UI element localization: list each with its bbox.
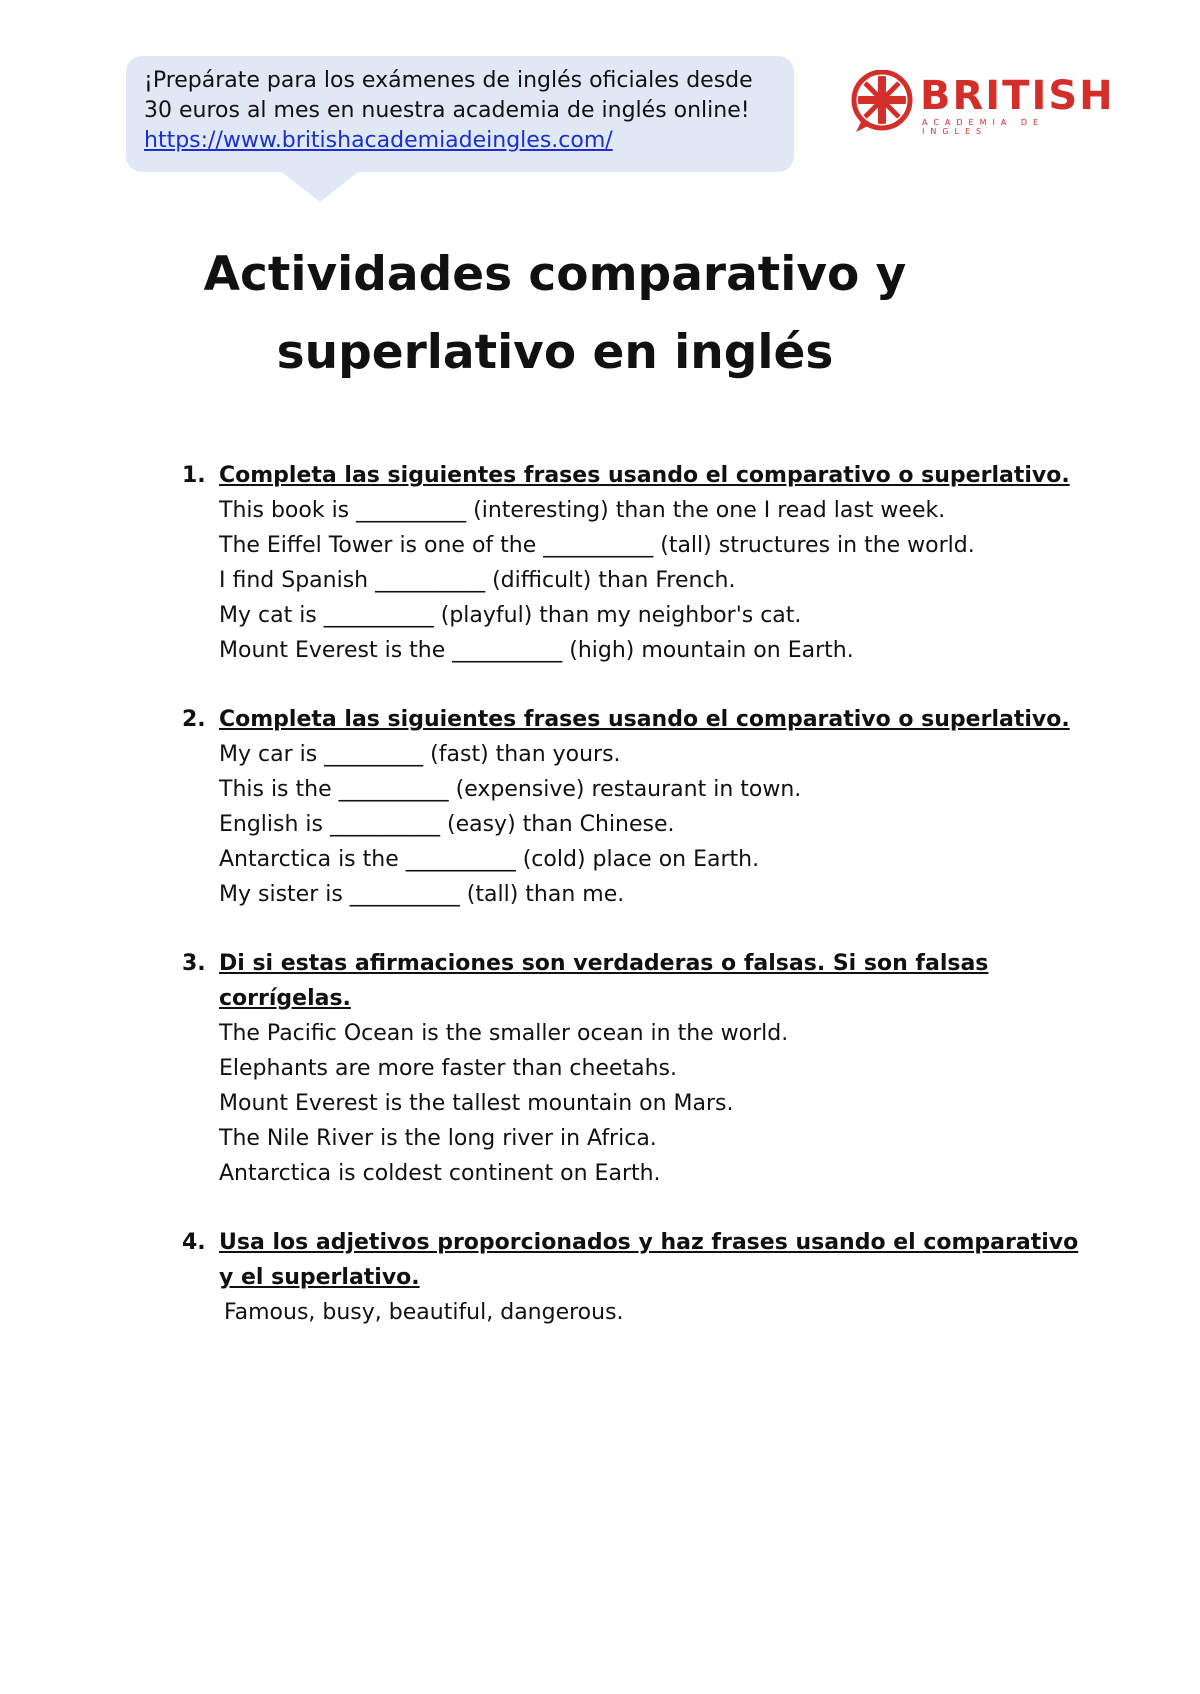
logo-text: BRITISH — [920, 73, 1115, 119]
exercise-1 — [0, 458, 1200, 668]
exercise-line: Mount Everest is the tallest mountain on Mars. — [219, 1091, 734, 1116]
exercise-number: 2. — [182, 707, 206, 732]
exercise-instruction: Completa las siguientes frases usando el comparativo o superlativo. — [219, 707, 1070, 732]
exercise-instruction: Usa los adjetivos proporcionados y haz frases usando el comparativo — [219, 1230, 1079, 1255]
promo-line-1: ¡Prepárate para los exámenes de inglés oficiales desde — [144, 68, 753, 93]
exercise-line: Antarctica is coldest continent on Earth. — [219, 1161, 661, 1186]
exercise-instruction: Completa las siguientes frases usando el comparativo o superlativo. — [219, 463, 1070, 488]
exercise-line: My cat is __________ (playful) than my neighbor's cat. — [219, 603, 802, 628]
exercise-instruction-cont: corrígelas. — [219, 986, 351, 1011]
exercise-line: This is the __________ (expensive) restaurant in town. — [219, 777, 802, 802]
exercise-line: Elephants are more faster than cheetahs. — [219, 1056, 678, 1081]
exercise-number: 1. — [182, 463, 206, 488]
exercise-list — [0, 458, 1200, 1364]
british-logo — [850, 70, 1115, 142]
exercise-line: My sister is __________ (tall) than me. — [219, 882, 625, 907]
title-line-1: Actividades comparativo y — [203, 247, 907, 302]
promo-link[interactable]: https://www.britishacademiadeingles.com/ — [144, 128, 613, 153]
exercise-line: The Nile River is the long river in Africa. — [219, 1126, 657, 1151]
union-jack-speech-bubble-icon — [850, 70, 914, 136]
bubble-tail — [282, 172, 358, 202]
exercise-line: Antarctica is the __________ (cold) place on Earth. — [219, 847, 760, 872]
logo-subtext: ACADEMIA DE INGLES — [922, 118, 1045, 136]
exercise-line: Famous, busy, beautiful, dangerous. — [224, 1300, 624, 1325]
title-line-2: superlativo en inglés — [276, 325, 834, 380]
page-title — [120, 236, 990, 392]
exercise-line: The Eiffel Tower is one of the __________ (tall) structures in the world. — [219, 533, 975, 558]
exercise-instruction-cont: y el superlativo. — [219, 1265, 420, 1290]
exercise-line: My car is _________ (fast) than yours. — [219, 742, 621, 767]
exercise-line: Mount Everest is the __________ (high) mountain on Earth. — [219, 638, 854, 663]
promo-line-2: 30 euros al mes en nuestra academia de inglés online! — [144, 98, 750, 123]
exercise-4 — [0, 1225, 1200, 1330]
exercise-line: This book is __________ (interesting) than the one I read last week. — [219, 498, 946, 523]
exercise-line: The Pacific Ocean is the smaller ocean in the world. — [219, 1021, 789, 1046]
exercise-2 — [0, 702, 1200, 912]
promo-banner — [126, 56, 794, 172]
exercise-line: I find Spanish __________ (difficult) than French. — [219, 568, 736, 593]
exercise-3 — [0, 946, 1200, 1191]
exercise-number: 4. — [182, 1230, 206, 1255]
exercise-line: English is __________ (easy) than Chinese. — [219, 812, 675, 837]
exercise-instruction: Di si estas afirmaciones son verdaderas o falsas. Si son falsas — [219, 951, 989, 976]
exercise-number: 3. — [182, 951, 206, 976]
